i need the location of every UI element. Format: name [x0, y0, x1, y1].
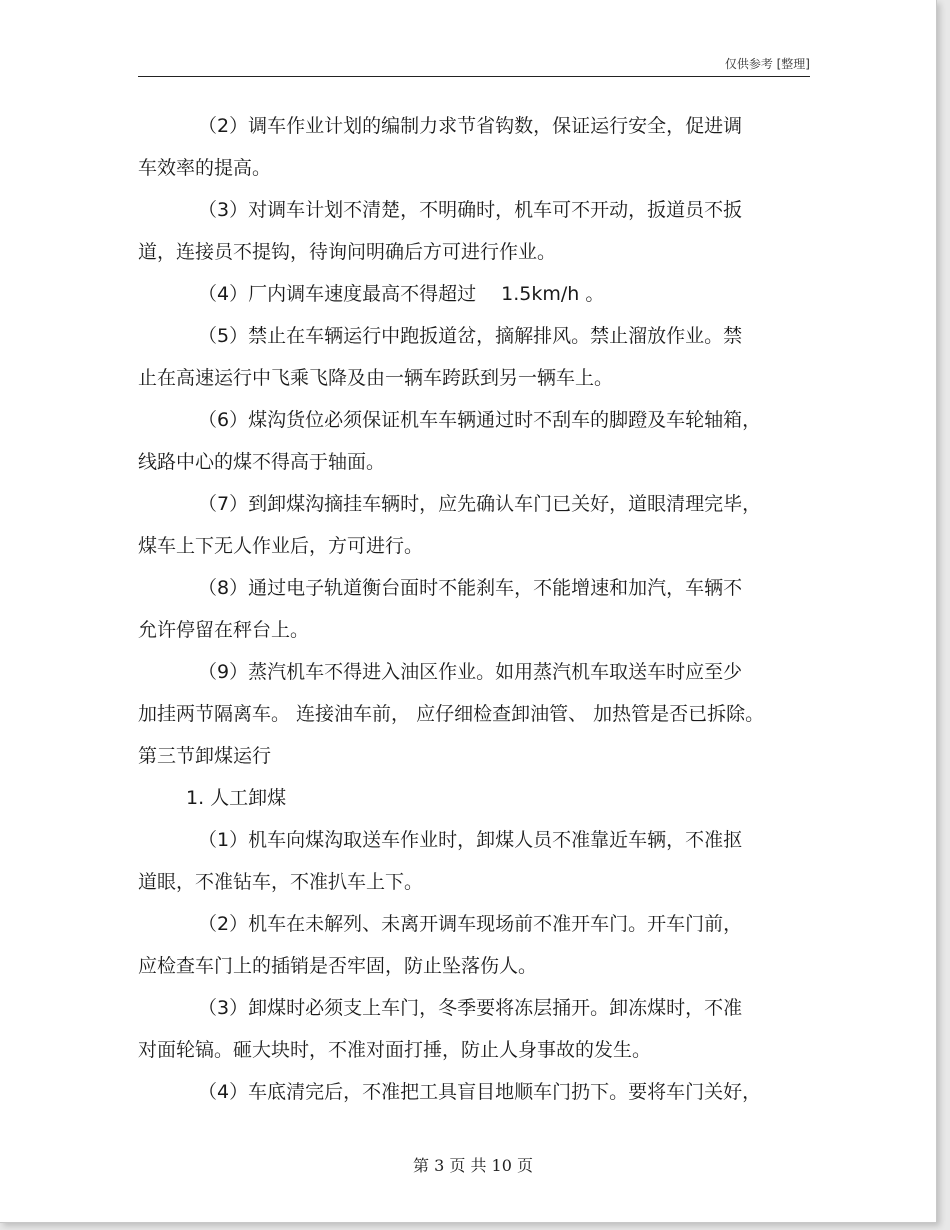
- paragraph-line: （6）煤沟货位必须保证机车车辆通过时不刮车的脚蹬及车轮轴箱，: [198, 409, 762, 431]
- paragraph-line: 应检查车门上的插销是否牢固，防止坠落伤人。: [138, 955, 538, 977]
- paragraph-line: （3）卸煤时必须支上车门，冬季要将冻层捅开。卸冻煤时，不准: [198, 997, 743, 1019]
- paragraph-line: 车效率的提高。: [138, 157, 272, 179]
- paragraph-line: （4）车底清完后，不准把工具盲目地顺车门扔下。要将车门关好，: [198, 1081, 762, 1103]
- paragraph: [138, 903, 810, 987]
- document-body: [138, 105, 810, 1113]
- paragraph-line: 线路中心的煤不得高于轴面。: [138, 451, 386, 473]
- paragraph: [138, 105, 810, 189]
- paragraph-line: 加挂两节隔离车。 连接油车前， 应仔细检查卸油管、 加热管是否已拆除。: [138, 703, 765, 725]
- header-rule: [138, 76, 810, 77]
- paragraph-line: （1）机车向煤沟取送车作业时，卸煤人员不准靠近车辆，不准抠: [198, 829, 743, 851]
- paragraph-line: 煤车上下无人作业后，方可进行。: [138, 535, 424, 557]
- paragraph-line: 道眼，不准钻车，不准扒车上下。: [138, 871, 424, 893]
- subsection-title: 1. 人工卸煤: [186, 787, 287, 809]
- paragraph-line: （9）蒸汽机车不得进入油区作业。如用蒸汽机车取送车时应至少: [198, 661, 743, 683]
- paragraph-line: 允许停留在秤台上。: [138, 619, 310, 641]
- paragraph: [138, 189, 810, 273]
- page-footer: 第 3 页 共 10 页: [413, 1156, 533, 1175]
- paragraph: [138, 567, 810, 651]
- paragraph-line: （5）禁止在车辆运行中跑扳道岔，摘解排风。禁止溜放作业。禁: [198, 325, 743, 347]
- paragraph: [138, 399, 810, 483]
- page-header: 仅供参考 [整理]: [724, 57, 810, 71]
- paragraph: [138, 315, 810, 399]
- paragraph-line: （2）调车作业计划的编制力求节省钩数，保证运行安全，促进调: [198, 115, 743, 137]
- paragraph-line: 止在高速运行中飞乘飞降及由一辆车跨跃到另一辆车上。: [138, 367, 614, 389]
- paragraph-line: （7）到卸煤沟摘挂车辆时，应先确认车门已关好，道眼清理完毕，: [198, 493, 762, 515]
- section-title: 第三节卸煤运行: [138, 745, 272, 767]
- paragraph-line: （4）厂内调车速度最高不得超过 1.5km/h 。: [198, 283, 605, 305]
- paragraph: [138, 483, 810, 567]
- paragraph-line: （3）对调车计划不清楚，不明确时，机车可不开动，扳道员不扳: [198, 199, 743, 221]
- paragraph: [138, 987, 810, 1071]
- paragraph: [138, 651, 810, 735]
- paragraph-line: （2）机车在未解列、未离开调车现场前不准开车门。开车门前，: [198, 913, 743, 935]
- paragraph: [138, 819, 810, 903]
- paragraph-line: （8）通过电子轨道衡台面时不能刹车，不能增速和加汽，车辆不: [198, 577, 743, 599]
- paragraph-line: 道，连接员不提钩，待询问明确后方可进行作业。: [138, 241, 557, 263]
- paragraph-line: 对面轮镐。砸大块时，不准对面打捶，防止人身事故的发生。: [138, 1039, 652, 1061]
